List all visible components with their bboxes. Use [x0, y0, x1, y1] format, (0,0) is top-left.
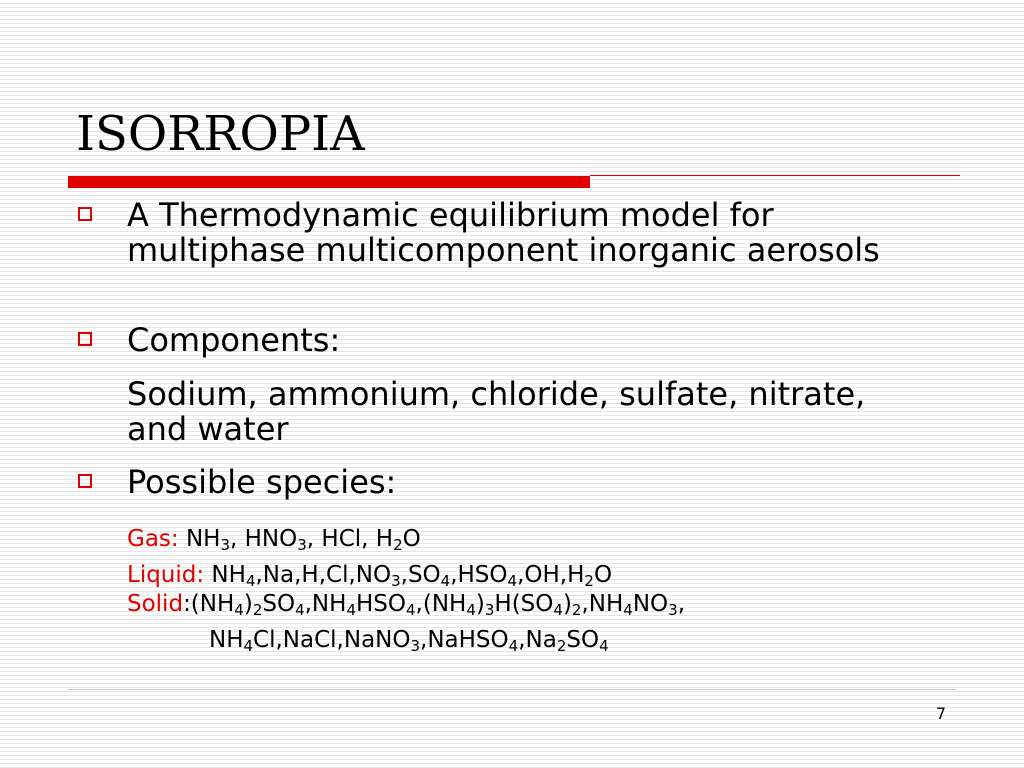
solid-label: Solid	[127, 591, 184, 617]
subscript: 3	[410, 637, 421, 655]
subscript: 3	[484, 601, 495, 619]
gas-formula: $NH_3$, $HNO_3$, HCl, $H_2O$	[178, 526, 421, 554]
subscript: 4	[553, 601, 563, 619]
subscript: 4	[245, 572, 256, 590]
subscript: 3	[297, 536, 307, 554]
title-underline-thin	[590, 175, 960, 176]
checkbox-bullet-icon	[78, 332, 92, 346]
subscript: 4	[507, 572, 518, 590]
subscript: 4	[599, 637, 609, 655]
footer-divider	[68, 689, 956, 690]
subscript: 4	[234, 601, 244, 619]
solid-formula-first-line: $:(NH_4)_2SO_4,NH_4HSO_4,(NH_4)_3H(SO_4)_2,NH_4NO_3$,	[183, 591, 685, 619]
components-detail: Sodium, ammonium, chloride, sulfate, nitrate, and water	[127, 375, 866, 448]
subscript: 2	[393, 536, 403, 554]
subscript: 3	[391, 572, 401, 590]
species-liquid-line	[127, 562, 612, 588]
subscript: 4	[466, 601, 476, 619]
subscript: 3	[668, 601, 678, 619]
subscript: 4	[405, 601, 416, 619]
species-gas-line	[127, 526, 421, 552]
subscript: 4	[346, 601, 356, 619]
subscript: 4	[623, 601, 633, 619]
bullet-text: Components:	[127, 321, 341, 359]
page-number: 7	[935, 704, 946, 723]
species-solid-line	[127, 591, 685, 617]
subscript: 2	[584, 572, 594, 590]
subscript: 4	[295, 601, 305, 619]
subscript: 2	[556, 637, 567, 655]
title-underline-thick	[68, 176, 590, 188]
solid-formula-second-line: $NH_4Cl,NaCl,NaNO_3,NaHSO_4,Na_2SO_4$	[209, 627, 609, 655]
liquid-label: Liquid:	[127, 562, 205, 588]
bullet-text: Possible species:	[127, 463, 397, 501]
subscript: 4	[508, 637, 519, 655]
liquid-formula: $NH_4,Na,H,Cl,NO_3,SO_4,HSO_4,OH,H_2O$	[204, 562, 613, 590]
checkbox-bullet-icon	[78, 207, 92, 221]
species-solid-line-continued	[209, 627, 609, 653]
subscript: 3	[220, 536, 231, 554]
gas-label: Gas:	[127, 526, 179, 552]
checkbox-bullet-icon	[78, 474, 92, 488]
bullet-text: A Thermodynamic equilibrium model for multiphase multicomponent inorganic aerosols	[127, 196, 880, 269]
subscript: 4	[243, 637, 254, 655]
slide-title: ISORROPIA	[76, 106, 365, 162]
subscript: 2	[252, 601, 263, 619]
subscript: 4	[440, 572, 451, 590]
subscript: 2	[571, 601, 582, 619]
